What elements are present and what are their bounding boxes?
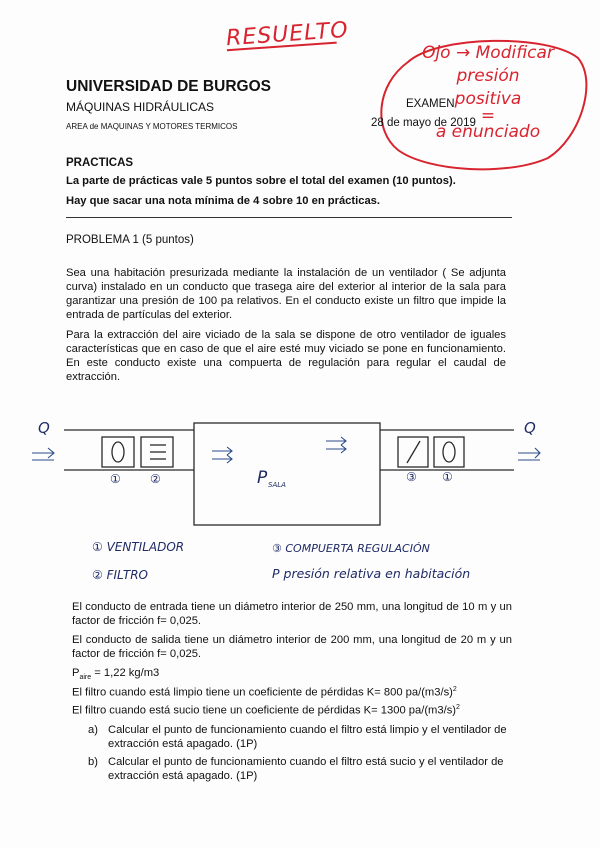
- divider: [66, 217, 512, 218]
- area-name: AREA de MAQUINAS Y MOTORES TERMICOS: [66, 122, 238, 131]
- filtro-limpio-text: El filtro cuando está limpio tiene un coeficiente de pérdidas K= 800 pa/(m3/s): [72, 686, 453, 699]
- data-entrada: El conducto de entrada tiene un diámetro interior de 250 mm, una longitud de 10 m y un factor de fricción f= 0,025.: [72, 601, 512, 627]
- exam-date: 28 de mayo de 2019: [371, 117, 476, 129]
- problem-paragraph-1: Sea una habitación presurizada mediante la instalación de un ventilador ( Se adjunta curva) instalado en un conducto que trasega aire del exterior al interior de la sala para garantizar una presión de 100 pa relativos. En el conducto existe un filtro que impide la entrada de partículas del exterior.: [66, 267, 506, 321]
- p-sala-sub: SALA: [268, 481, 286, 489]
- question-a-letter: a): [88, 724, 98, 736]
- practicas-line-1: La parte de prácticas vale 5 puntos sobre el total del examen (10 puntos).: [66, 175, 456, 187]
- ventilation-diagram: [24, 405, 584, 535]
- course-name: MÁQUINAS HIDRÁULICAS: [66, 100, 215, 114]
- filtro-sucio-text: El filtro cuando está sucio tiene un coeficiente de pérdidas K= 1300 pa/(m3/s): [72, 704, 457, 717]
- question-b-text: Calcular el punto de funcionamiento cuando el filtro está sucio y el ventilador de extracción está apagado. (1P): [108, 756, 504, 782]
- label-1-right: ①: [442, 470, 453, 484]
- practicas-line-2: Hay que sacar una nota mínima de 4 sobre 10 en prácticas.: [66, 195, 380, 207]
- q-left-label: Q: [38, 419, 50, 437]
- question-a-text: Calcular el punto de funcionamiento cuando el filtro está limpio y el ventilador de extracción está apagado. (1P): [108, 724, 507, 750]
- room-outline: [194, 423, 380, 525]
- question-a: [88, 723, 512, 751]
- annotation-note: Ojo → Modificar presión positiva = a enunciado: [422, 43, 554, 142]
- label-3-right: ③: [406, 470, 417, 484]
- problem-paragraph-2: Para la extracción del aire viciado de la sala se dispone de otro ventilador de iguales características que en caso de que el aire esté muy viciado se pone en funcionamiento. En este conducto existe una compuerta de regulación para regular el caudal de extracción.: [66, 329, 506, 383]
- practicas-title: PRACTICAS: [66, 157, 134, 169]
- q-right-label: Q: [524, 419, 536, 437]
- question-b-letter: b): [88, 756, 98, 768]
- question-b: [88, 755, 512, 783]
- legend-compuerta: ③ COMPUERTA REGULACIÓN: [272, 542, 430, 555]
- data-filtro-sucio: [72, 704, 460, 717]
- filtro-limpio-sup: 2: [452, 686, 457, 693]
- p-sala-label: P: [257, 468, 268, 488]
- density-sub: aire: [79, 674, 92, 682]
- data-salida: El conducto de salida tiene un diámetro interior de 200 mm, una longitud de 20 m y un factor de fricción f= 0,025.: [72, 634, 512, 660]
- data-density: [72, 667, 159, 681]
- legend-presion: P presión relativa en habitación: [272, 566, 471, 581]
- resuelto-annotation: RESUELTO: [225, 17, 350, 52]
- data-filtro-limpio: [72, 686, 457, 699]
- problem-title: PROBLEMA 1 (5 puntos): [66, 234, 194, 246]
- university-name: UNIVERSIDAD DE BURGOS: [66, 78, 271, 95]
- filtro-sucio-sup: 2: [456, 704, 460, 711]
- density-value: = 1,22 kg/m3: [91, 667, 160, 679]
- label-1-left: ①: [110, 472, 121, 486]
- label-2-left: ②: [150, 472, 161, 486]
- legend-ventilador: ① VENTILADOR: [92, 540, 185, 554]
- exam-label: EXAMEN: [406, 98, 455, 110]
- density-symbol: P: [72, 667, 80, 679]
- legend-filtro: ② FILTRO: [92, 568, 148, 582]
